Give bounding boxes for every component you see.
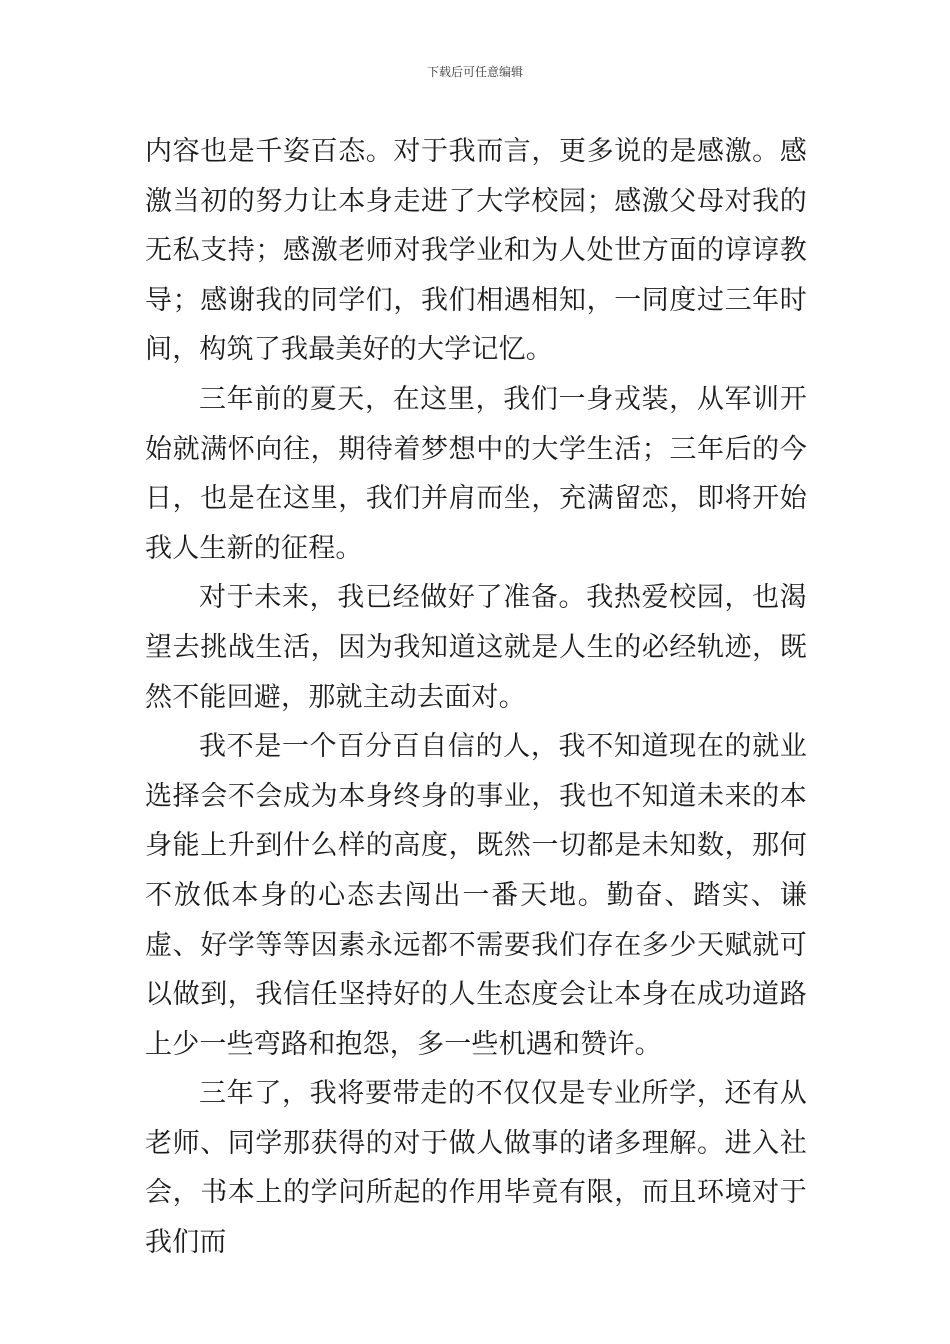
page-header: 下载后可任意编辑 bbox=[426, 65, 523, 79]
paragraph-1: 内容也是千姿百态。对于我而言，更多说的是感激。感激当初的努力让本身走进了大学校园；感激父母对我的无私支持；感激老师对我学业和为人处世方面的谆谆教导；感谢我的同学们，我们相遇相知，一同度过三年时间，构筑了我最美好的大学记忆。 bbox=[145, 136, 807, 366]
document-body bbox=[145, 127, 807, 1268]
paragraph-4: 我不是一个百分百自信的人，我不知道现在的就业选择会不会成为本身终身的事业，我也不知道未来的本身能上升到什么样的高度，既然一切都是未知数，那何不放低本身的心态去闯出一番天地。勤奋、踏实、谦虚、好学等等因素永远都不需要我们存在多少天赋就可以做到，我信任坚持好的人生态度会让本身在成功道路上少一些弯路和抱怨，多一些机遇和赞许。 bbox=[145, 731, 807, 1060]
paragraph-2: 三年前的夏天，在这里，我们一身戎装，从军训开始就满怀向往，期待着梦想中的大学生活；三年后的今日，也是在这里，我们并肩而坐，充满留恋，即将开始我人生新的征程。 bbox=[145, 383, 807, 564]
paragraph-5: 三年了，我将要带走的不仅仅是专业所学，还有从老师、同学那获得的对于做人做事的诸多理解。进入社会，书本上的学问所起的作用毕竟有限，而且环境对于我们而 bbox=[145, 1078, 807, 1259]
paragraph-3: 对于未来，我已经做好了准备。我热爱校园，也渴望去挑战生活，因为我知道这就是人生的必经轨迹，既然不能回避，那就主动去面对。 bbox=[145, 582, 807, 713]
